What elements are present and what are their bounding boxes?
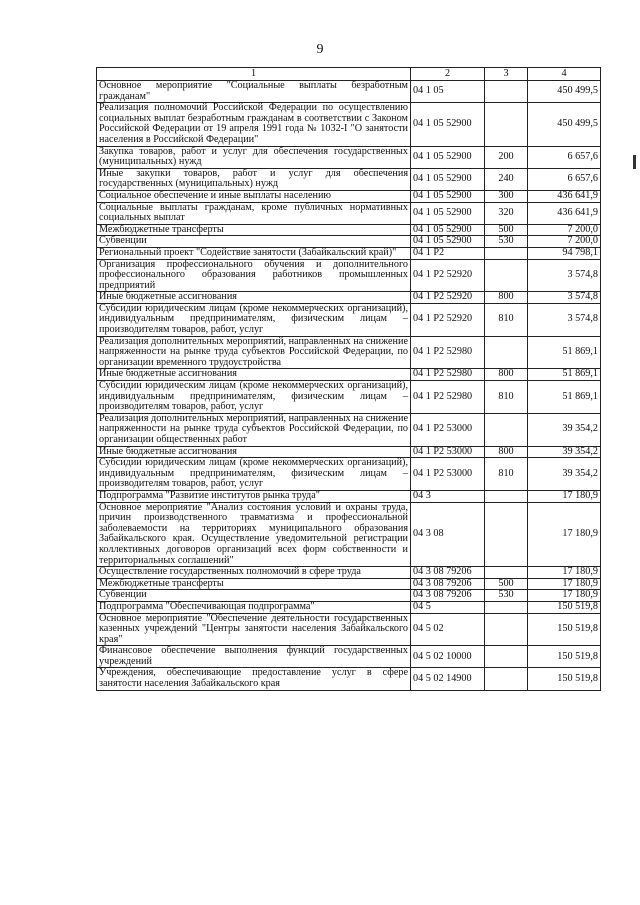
- scan-artifact: [633, 155, 636, 169]
- table-row: [97, 446, 601, 458]
- row-type: [485, 103, 528, 146]
- row-amount: 436 641,9: [528, 190, 601, 202]
- table-row: [97, 613, 601, 646]
- row-type: [485, 413, 528, 446]
- row-amount: 150 519,8: [528, 613, 601, 646]
- row-amount: 17 180,9: [528, 490, 601, 502]
- row-code: 04 1 05 52900: [411, 103, 485, 146]
- row-name: Субсидии юридическим лицам (кроме некоммерческих организаций), индивидуальным предпринимателям, физическим лицам – производителям товаров, работ, услуг: [97, 303, 411, 336]
- row-code: 04 1 P2 53000: [411, 446, 485, 458]
- header-col-2: 2: [411, 68, 485, 81]
- table-row: [97, 567, 601, 579]
- row-amount: 51 869,1: [528, 369, 601, 381]
- table-row: [97, 381, 601, 414]
- row-name: Межбюджетные трансферты: [97, 578, 411, 590]
- row-code: 04 1 P2 52920: [411, 292, 485, 304]
- row-name: Иные бюджетные ассигнования: [97, 369, 411, 381]
- table-row: [97, 259, 601, 292]
- row-amount: 450 499,5: [528, 103, 601, 146]
- table-header-row: [97, 68, 601, 81]
- row-code: 04 1 05 52900: [411, 224, 485, 236]
- table-row: [97, 303, 601, 336]
- table-row: [97, 413, 601, 446]
- row-type: 240: [485, 168, 528, 190]
- row-code: 04 3: [411, 490, 485, 502]
- row-amount: 17 180,9: [528, 502, 601, 567]
- row-code: 04 1 P2: [411, 247, 485, 259]
- row-type: [485, 613, 528, 646]
- table-row: [97, 103, 601, 146]
- row-code: 04 3 08: [411, 502, 485, 567]
- row-type: 800: [485, 369, 528, 381]
- row-amount: 39 354,2: [528, 413, 601, 446]
- row-amount: 39 354,2: [528, 446, 601, 458]
- table-row: [97, 202, 601, 224]
- row-type: 810: [485, 381, 528, 414]
- table-row: [97, 168, 601, 190]
- row-name: Региональный проект "Содействие занятости (Забайкальский край)": [97, 247, 411, 259]
- row-type: 800: [485, 446, 528, 458]
- row-type: [485, 567, 528, 579]
- row-type: 810: [485, 303, 528, 336]
- row-code: 04 5: [411, 601, 485, 613]
- row-name: Иные бюджетные ассигнования: [97, 446, 411, 458]
- row-code: 04 1 05: [411, 81, 485, 103]
- table-row: [97, 247, 601, 259]
- row-name: Учреждения, обеспечивающие предоставление услуг в сфере занятости населения Забайкальского края: [97, 668, 411, 690]
- row-type: [485, 336, 528, 369]
- row-amount: 17 180,9: [528, 567, 601, 579]
- row-type: [485, 502, 528, 567]
- row-type: [485, 259, 528, 292]
- row-code: 04 1 P2 52920: [411, 303, 485, 336]
- row-code: 04 5 02 10000: [411, 646, 485, 668]
- row-name: Реализация полномочий Российской Федерации по осуществлению социальных выплат безработным гражданам в соответствии с Законом Российской Федерации от 19 апреля 1991 года № 1032-I "О занятости населения в Российской Федерации": [97, 103, 411, 146]
- row-type: 200: [485, 146, 528, 168]
- row-amount: 6 657,6: [528, 146, 601, 168]
- row-code: 04 1 P2 53000: [411, 413, 485, 446]
- row-code: 04 1 P2 52980: [411, 336, 485, 369]
- row-type: 530: [485, 590, 528, 602]
- row-name: Иные закупки товаров, работ и услуг для обеспечения государственных (муниципальных) нужд: [97, 168, 411, 190]
- row-code: 04 1 P2 52920: [411, 259, 485, 292]
- row-code: 04 1 P2 53000: [411, 458, 485, 491]
- row-amount: 3 574,8: [528, 303, 601, 336]
- row-name: Осуществление государственных полномочий в сфере труда: [97, 567, 411, 579]
- page-number: 9: [316, 42, 324, 57]
- row-type: [485, 601, 528, 613]
- table-row: [97, 292, 601, 304]
- row-type: [485, 646, 528, 668]
- table-row: [97, 190, 601, 202]
- row-name: Основное мероприятие "Обеспечение деятельности государственных казенных учреждений "Центры занятости населения Забайкальского края": [97, 613, 411, 646]
- row-name: Основное мероприятие "Анализ состояния условий и охраны труда, причин производственного травматизма и профессиональной заболеваемости на территориях муниципального образования Забайкальского края. Осуществление уведомительной регистрации коллективных договоров организаций всех форм собственности и территориальных соглашений": [97, 502, 411, 567]
- row-amount: 51 869,1: [528, 381, 601, 414]
- row-type: [485, 668, 528, 690]
- row-type: 530: [485, 236, 528, 248]
- row-type: [485, 490, 528, 502]
- header-col-1: 1: [97, 68, 411, 81]
- table-row: [97, 336, 601, 369]
- row-amount: 17 180,9: [528, 578, 601, 590]
- table-row: [97, 646, 601, 668]
- header-col-3: 3: [485, 68, 528, 81]
- table-body: [97, 81, 601, 691]
- row-type: 500: [485, 224, 528, 236]
- row-amount: 436 641,9: [528, 202, 601, 224]
- table-row: [97, 590, 601, 602]
- table-row: [97, 369, 601, 381]
- table-row: [97, 668, 601, 690]
- table-row: [97, 490, 601, 502]
- row-code: 04 1 05 52900: [411, 202, 485, 224]
- row-name: Субсидии юридическим лицам (кроме некоммерческих организаций), индивидуальным предпринимателям, физическим лицам – производителям товаров, работ, услуг: [97, 458, 411, 491]
- table-row: [97, 458, 601, 491]
- row-type: [485, 81, 528, 103]
- row-code: 04 3 08 79206: [411, 567, 485, 579]
- row-amount: 3 574,8: [528, 292, 601, 304]
- row-amount: 6 657,6: [528, 168, 601, 190]
- row-name: Основное мероприятие "Социальные выплаты безработным гражданам": [97, 81, 411, 103]
- row-name: Подпрограмма "Обеспечивающая подпрограмма": [97, 601, 411, 613]
- row-code: 04 1 05 52900: [411, 236, 485, 248]
- table-row: [97, 146, 601, 168]
- row-code: 04 1 P2 52980: [411, 369, 485, 381]
- row-code: 04 1 P2 52980: [411, 381, 485, 414]
- row-code: 04 1 05 52900: [411, 168, 485, 190]
- table-row: [97, 224, 601, 236]
- budget-table: [96, 67, 601, 691]
- row-name: Социальное обеспечение и иные выплаты населению: [97, 190, 411, 202]
- row-name: Иные бюджетные ассигнования: [97, 292, 411, 304]
- row-name: Подпрограмма "Развитие институтов рынка труда": [97, 490, 411, 502]
- row-amount: 51 869,1: [528, 336, 601, 369]
- table-row: [97, 236, 601, 248]
- row-name: Закупка товаров, работ и услуг для обеспечения государственных (муниципальных) нужд: [97, 146, 411, 168]
- row-amount: 7 200,0: [528, 224, 601, 236]
- row-code: 04 3 08 79206: [411, 578, 485, 590]
- row-name: Финансовое обеспечение выполнения функций государственных учреждений: [97, 646, 411, 668]
- row-code: 04 5 02: [411, 613, 485, 646]
- row-code: 04 1 05 52900: [411, 146, 485, 168]
- row-amount: 7 200,0: [528, 236, 601, 248]
- row-amount: 150 519,8: [528, 646, 601, 668]
- table-row: [97, 601, 601, 613]
- row-code: 04 1 05 52900: [411, 190, 485, 202]
- row-type: [485, 247, 528, 259]
- row-amount: 39 354,2: [528, 458, 601, 491]
- row-amount: 450 499,5: [528, 81, 601, 103]
- row-name: Реализация дополнительных мероприятий, направленных на снижение напряженности на рынке труда субъектов Российской Федерации, по организации временного трудоустройства: [97, 336, 411, 369]
- row-name: Субсидии юридическим лицам (кроме некоммерческих организаций), индивидуальным предпринимателям, физическим лицам – производителям товаров, работ, услуг: [97, 381, 411, 414]
- table-row: [97, 81, 601, 103]
- table-row: [97, 578, 601, 590]
- row-amount: 150 519,8: [528, 668, 601, 690]
- row-type: 300: [485, 190, 528, 202]
- row-name: Социальные выплаты гражданам, кроме публичных нормативных социальных выплат: [97, 202, 411, 224]
- row-amount: 17 180,9: [528, 590, 601, 602]
- header-col-4: 4: [528, 68, 601, 81]
- row-amount: 94 798,1: [528, 247, 601, 259]
- row-name: Организация профессионального обучения и дополнительного профессионального образования работников промышленных предприятий: [97, 259, 411, 292]
- row-type: 810: [485, 458, 528, 491]
- row-code: 04 5 02 14900: [411, 668, 485, 690]
- row-name: Реализация дополнительных мероприятий, направленных на снижение напряженности на рынке труда субъектов Российской Федерации, по организации общественных работ: [97, 413, 411, 446]
- row-amount: 3 574,8: [528, 259, 601, 292]
- row-name: Межбюджетные трансферты: [97, 224, 411, 236]
- row-name: Субвенции: [97, 236, 411, 248]
- row-type: 320: [485, 202, 528, 224]
- row-type: 800: [485, 292, 528, 304]
- row-amount: 150 519,8: [528, 601, 601, 613]
- row-type: 500: [485, 578, 528, 590]
- row-name: Субвенции: [97, 590, 411, 602]
- row-code: 04 3 08 79206: [411, 590, 485, 602]
- table-row: [97, 502, 601, 567]
